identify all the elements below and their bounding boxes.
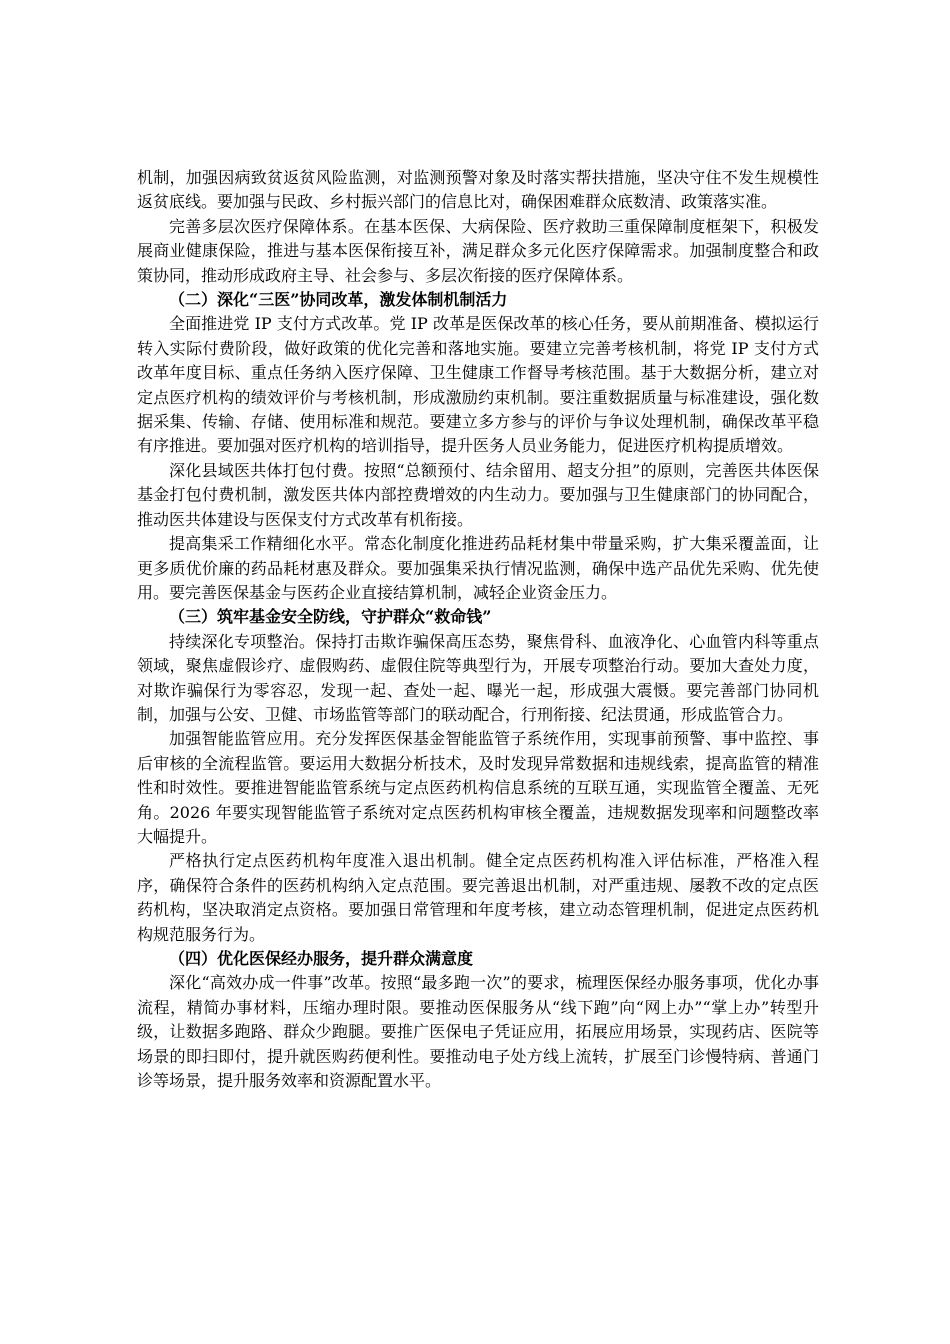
body-paragraph-multilevel-security: 完善多层次医疗保障体系。在基本医保、大病保险、医疗救助三重保障制度框架下，积极发展商业健康保险，推进与基本医保衔接互补，满足群众多元化医疗保障需求。加强制度整合和政策协同，推动形成政府主导、社会参与、多层次衔接的医疗保障体系。 [137, 216, 819, 285]
body-paragraph-county-payment: 深化县域医共体打包付费。按照“总额预付、结余留用、超支分担”的原则，完善医共体医保基金打包付费机制，激发医共体内部控费增效的内生动力。要加强与卫生健康部门的协同配合，推动医共体建设与医保支付方式改革有机衔接。 [137, 460, 819, 529]
body-paragraph-procurement: 提高集采工作精细化水平。常态化制度化推进药品耗材集中带量采购，扩大集采覆盖面，让更多质优价廉的药品耗材惠及群众。要加强集采执行情况监测，确保中选产品优先采购、优先使用。要完善医保基金与医药企业直接结算机制，减轻企业资金压力。 [137, 534, 819, 602]
body-paragraph-smart-supervision: 加强智能监管应用。充分发挥医保基金智能监管子系统作用，实现事前预警、事中监控、事后审核的全流程监管。要运用大数据分析技术，及时发现异常数据和违规线索，提高监管的精准性和时效性。要推进智能监管系统与定点医药机构信息系统的互联互通，实现监管全覆盖、无死角。2026 年要实现智能监管子系统对定点医药机构审核全覆盖，违规数据发现率和问题整改率大幅提升。 [137, 729, 819, 846]
body-paragraph-special-rectification: 持续深化专项整治。保持打击欺诈骗保高压态势，聚焦骨科、血液净化、心血管内科等重点领域，聚焦虚假诊疗、虚假购药、虚假住院等典型行为，开展专项整治行动。要加大查处力度，对欺诈骗保行为零容忍，发现一起、查处一起、曝光一起，形成强大震慑。要完善部门协同机制，加强与公安、卫健、市场监管等部门的联动配合，行刑衔接、纪法贯通，形成监管合力。 [137, 631, 819, 724]
body-paragraph-continuation: 机制，加强因病致贫返贫风险监测，对监测预警对象及时落实帮扶措施，坚决守住不发生规模性返贫底线。要加强与民政、乡村振兴部门的信息比对，确保困难群众底数清、政策落实准。 [137, 168, 819, 212]
body-paragraph-efficient-service: 深化“高效办成一件事”改革。按照“最多跑一次”的要求，梳理医保经办服务事项，优化办事流程，精简办事材料，压缩办理时限。要推动医保服务从“线下跑”向“网上办”“掌上办”转型升级，让数据多跑路、群众少跑腿。要推广医保电子凭证应用，拓展应用场景，实现药店、医院等场景的即扫即付，提升就医购药便利性。要推动电子处方线上流转，扩展至门诊慢特病、普通门诊等场景，提升服务效率和资源配置水平。 [137, 973, 819, 1091]
body-paragraph-admission-exit: 严格执行定点医药机构年度准入退出机制。健全定点医药机构准入评估标准，严格准入程序，确保符合条件的医药机构纳入定点范围。要完善退出机制，对严重违规、屡教不改的定点医药机构，坚决取消定点资格。要加强日常管理和年度考核，建立动态管理机制，促进定点医药机构规范服务行为。 [137, 851, 819, 944]
document-page [137, 166, 819, 1093]
section-heading-2: （二）深化“三医”协同改革，激发体制机制活力 [169, 290, 508, 310]
body-paragraph-drg-reform: 全面推进党 IP 支付方式改革。党 IP 改革是医保改革的核心任务，要从前期准备、模拟运行转入实际付费阶段，做好政策的优化完善和落地实施。要建立完善考核机制，将党 IP 支付方式改革年度目标、重点任务纳入医疗保障、卫生健康工作督导考核范围。基于大数据分析，建立对定点医疗机构的绩效评价与考核机制，形成激励约束机制。要注重数据质量与标准建设，强化数据采集、传输、存储、使用标准和规范。要建立多方参与的评价与争议处理机制，确保改革平稳有序推进。要加强对医疗机构的培训指导，提升医务人员业务能力，促进医疗机构提质增效。 [137, 314, 819, 456]
section-heading-4: （四）优化医保经办服务，提升群众满意度 [169, 949, 474, 968]
section-heading-3: （三）筑牢基金安全防线，守护群众“救命钱” [169, 607, 492, 627]
